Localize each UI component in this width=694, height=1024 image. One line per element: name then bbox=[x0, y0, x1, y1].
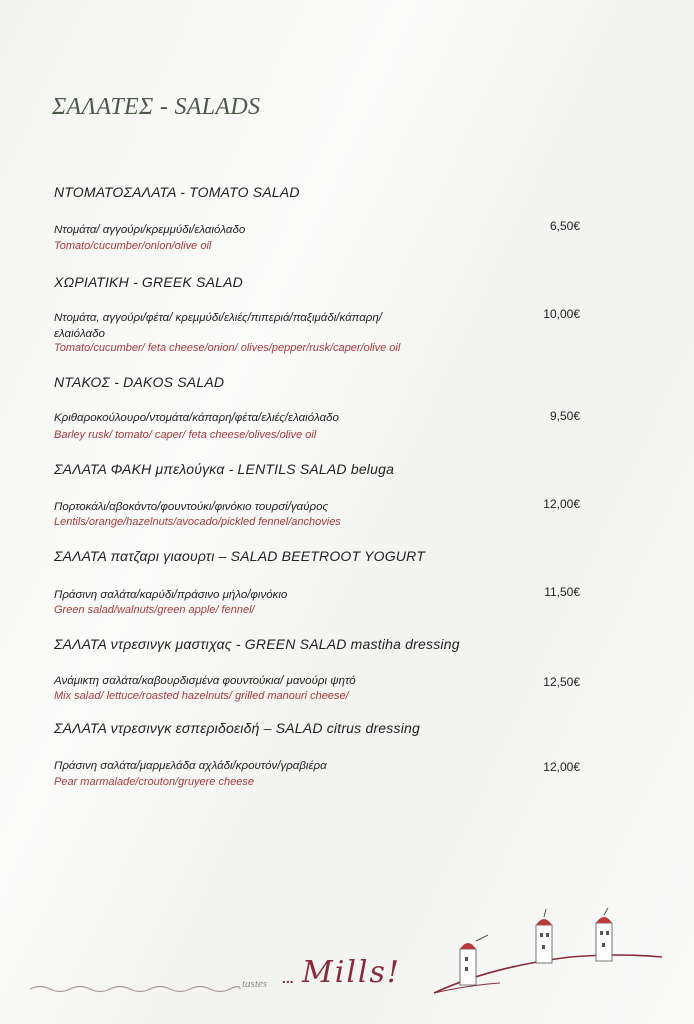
item-title-dakos-salad: ΝΤΑΚΟΣ - DAKOS SALAD bbox=[54, 374, 225, 390]
item-price: 6,50€ bbox=[549, 219, 580, 233]
windmill-icon bbox=[536, 909, 552, 963]
windmill-icon bbox=[460, 935, 488, 985]
windmills-illustration bbox=[430, 905, 670, 1005]
footer-tagline: tastes bbox=[242, 978, 268, 990]
item-price: 12,50€ bbox=[543, 675, 580, 689]
item-description-english: Green salad/walnuts/green apple/ fennel/ bbox=[54, 604, 255, 616]
item-description-english: Mix salad/ lettuce/roasted hazelnuts/ grilled manouri cheese/ bbox=[54, 690, 349, 702]
item-title-green-salad: ΣΑΛΑΤΑ ντρεσινγκ μαστιχας - GREEN SALAD mastiha dressing bbox=[54, 636, 460, 652]
item-description-greek: Ανάμικτη σαλάτα/καβουρδισμένα φουντούκια/ μανούρι ψητό bbox=[54, 675, 356, 687]
item-price: 12,00€ bbox=[543, 760, 580, 774]
item-price: 10,00€ bbox=[543, 307, 580, 321]
item-description-greek: Πορτοκάλι/αβοκάντο/φουντούκι/φινόκιο τουρσί/γαύρος bbox=[54, 501, 329, 513]
item-title-citrus-salad: ΣΑΛΑΤΑ ντρεσινγκ εσπεριδοειδή – SALAD citrus dressing bbox=[54, 720, 420, 736]
item-description-english: Tomato/cucumber/onion/olive oil bbox=[54, 240, 212, 252]
page-title: ΣΑΛΑΤΕΣ - SALADS bbox=[52, 94, 261, 120]
item-price: 12,00€ bbox=[543, 497, 580, 511]
item-price: 11,50€ bbox=[544, 585, 580, 599]
item-title-tomato-salad: ΝΤΟΜΑΤΟΣΑΛΑΤΑ - TOMATO SALAD bbox=[54, 184, 300, 200]
footer-dots: ... bbox=[282, 970, 294, 986]
item-description-english: Barley rusk/ tomato/ caper/ feta cheese/olives/olive oil bbox=[54, 429, 317, 441]
item-description-english: Lentils/orange/hazelnuts/avocado/pickled fennel/anchovies bbox=[54, 516, 341, 528]
item-description-english: Tomato/cucumber/ feta cheese/onion/ olives/pepper/rusk/caper/olive oil bbox=[54, 342, 401, 354]
item-price: 9,50€ bbox=[549, 409, 580, 423]
squiggle-divider bbox=[28, 980, 243, 996]
item-description-greek: Πράσινη σαλάτα/καρύδι/πράσινο μήλο/φινόκιο bbox=[54, 589, 288, 601]
brand-logo: Mills! bbox=[302, 955, 401, 990]
item-description-greek: Ντομάτα, αγγούρι/φέτα/ κρεμμύδι/ελιές/πιπεριά/παξιμάδι/κάπαρη/ ελαιόλαδο bbox=[54, 312, 382, 340]
item-description-greek: Κριθαροκούλουρο/ντομάτα/κάπαρη/φέτα/ελιές/ελαιόλαδο bbox=[54, 412, 339, 424]
item-description-greek: Ντομάτα/ αγγούρι/κρεμμύδι/ελαιόλαδο bbox=[54, 224, 246, 236]
item-description-greek: Πράσινη σαλάτα/μαρμελάδα αχλάδι/κρουτόν/γραβιέρα bbox=[54, 760, 327, 772]
item-title-lentils-salad: ΣΑΛΑΤΑ ΦΑΚΗ μπελούγκα - LENTILS SALAD beluga bbox=[54, 461, 395, 477]
item-title-beetroot-salad: ΣΑΛΑΤΑ πατζαρι γιαουρτι – SALAD BEETROOT YOGURT bbox=[54, 548, 425, 564]
item-title-greek-salad: ΧΩΡΙΑΤΙΚΗ - GREEK SALAD bbox=[54, 274, 243, 290]
item-description-english: Pear marmalade/crouton/gruyere cheese bbox=[54, 776, 254, 788]
windmill-icon bbox=[596, 908, 612, 961]
